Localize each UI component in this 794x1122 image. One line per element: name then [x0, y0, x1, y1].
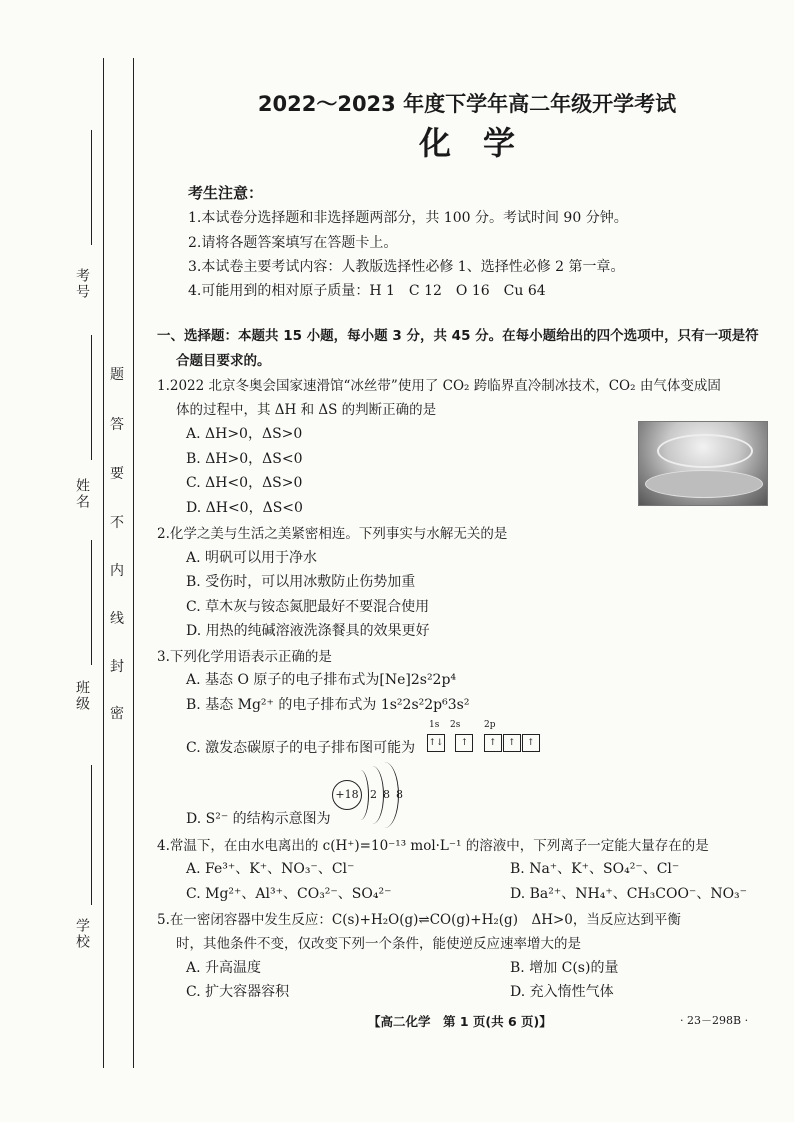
seal-char: 要 [110, 466, 124, 482]
xuexiao-blank-line [91, 765, 92, 905]
atom-nucleus: +18 [332, 780, 362, 810]
q5-option-b: B. 增加 C(s)的量 [510, 960, 619, 976]
q1-option-a: A. ΔH>0，ΔS>0 [186, 426, 303, 442]
exam-title: 2022～2023 年度下学年高二年级开学考试 [257, 92, 677, 116]
orbital-label-2p: 2p [484, 720, 496, 730]
orbital-box-1s: ↑↓ [427, 734, 445, 752]
seal-char: 线 [110, 611, 124, 627]
exam-code: · 23－298B · [680, 1014, 749, 1027]
q2-option-d: D. 用热的纯碱溶液洗涤餐具的效果更好 [186, 623, 430, 639]
q5-option-a: A. 升高温度 [186, 960, 262, 976]
photo-rink [645, 470, 763, 498]
notice-item: 4.可能用到的相对原子质量：H 1 C 12 O 16 Cu 64 [188, 283, 546, 299]
seal-char: 密 [110, 706, 124, 722]
q2-option-c: C. 草木灰与铵态氮肥最好不要混合使用 [186, 599, 430, 615]
orbital-label-1s: 1s [429, 720, 440, 730]
ice-ribbon-photo [638, 421, 768, 506]
orbital-label-2s: 2s [450, 720, 461, 730]
seal-char: 题 [110, 367, 124, 383]
subject-title: 化 学 [418, 124, 515, 162]
banji-label: 班级 [74, 680, 90, 712]
notice-item: 3.本试卷主要考试内容：人教版选择性必修 1、选择性必修 2 第一章。 [188, 259, 625, 275]
q3-option-c: C. 激发态碳原子的电子排布图可能为 [186, 740, 416, 756]
q4-stem: 4.常温下，在由水电离出的 c(H⁺)=10⁻¹³ mol·L⁻¹ 的溶液中，下列离子一定能大量存在的是 [157, 838, 709, 854]
xingming-label: 姓名 [74, 478, 90, 510]
q4-option-a: A. Fe³⁺、K⁺、NO₃⁻、Cl⁻ [186, 861, 355, 877]
notice-item: 1.本试卷分选择题和非选择题两部分，共 100 分。考试时间 90 分钟。 [188, 210, 628, 226]
q3-stem: 3.下列化学用语表示正确的是 [157, 649, 332, 665]
banji-blank-line [91, 540, 92, 665]
q2-option-a: A. 明矾可以用于净水 [186, 550, 318, 566]
q5-stem: 5.在一密闭容器中发生反应：C(s)+H₂O(g)⇌CO(g)+H₂(g) ΔH>0，当反应达到平衡 [157, 912, 681, 928]
orbital-box-2p: ↑ [522, 734, 540, 752]
notice-item: 2.请将各题答案填写在答题卡上。 [188, 235, 398, 251]
q1-option-b: B. ΔH>0，ΔS<0 [186, 451, 303, 467]
q3-option-d: D. S²⁻ 的结构示意图为 [186, 811, 331, 827]
q5-option-d: D. 充入惰性气体 [510, 984, 614, 1000]
q2-stem: 2.化学之美与生活之美紧密相连。下列事实与水解无关的是 [157, 526, 508, 542]
binding-line-inner [133, 58, 134, 1068]
q4-option-d: D. Ba²⁺、NH₄⁺、CH₃COO⁻、NO₃⁻ [510, 886, 748, 902]
binding-line-outer [103, 58, 104, 1068]
shell-count-1: 2 [370, 788, 377, 801]
q3-option-a: A. 基态 O 原子的电子排布式为[Ne]2s²2p⁴ [186, 672, 457, 688]
kaohao-label: 考号 [74, 268, 90, 300]
q1-option-c: C. ΔH<0，ΔS>0 [186, 475, 303, 491]
xingming-blank-line [91, 335, 92, 460]
seal-char: 内 [110, 563, 124, 579]
seal-char: 不 [110, 515, 124, 531]
photo-ring [657, 434, 753, 468]
q4-option-b: B. Na⁺、K⁺、SO₄²⁻、Cl⁻ [510, 861, 680, 877]
orbital-box-2p: ↑ [484, 734, 502, 752]
section-heading-cont: 合题目要求的。 [176, 353, 271, 369]
q1-stem-cont: 体的过程中，其 ΔH 和 ΔS 的判断正确的是 [176, 402, 437, 418]
notice-heading: 考生注意： [188, 184, 264, 202]
q5-stem-cont: 时，其他条件不变，仅改变下列一个条件，能使逆反应速率增大的是 [176, 936, 581, 952]
orbital-diagram [427, 734, 541, 752]
q4-option-c: C. Mg²⁺、Al³⁺、CO₃²⁻、SO₄²⁻ [186, 886, 392, 902]
seal-char: 答 [110, 417, 124, 433]
orbital-box-2s: ↑ [455, 734, 473, 752]
shell-count-3: 8 [396, 788, 403, 801]
page-footer: 【高二化学 第 1 页(共 6 页)】 [368, 1014, 552, 1029]
q2-option-b: B. 受伤时，可以用冰敷防止伤势加重 [186, 574, 416, 590]
q3-option-b: B. 基态 Mg²⁺ 的电子排布式为 1s²2s²2p⁶3s² [186, 697, 470, 713]
section-heading: 一、选择题：本题共 15 小题，每小题 3 分，共 45 分。在每小题给出的四个选项中，只有一项是符 [157, 328, 759, 344]
xuexiao-label: 学校 [74, 918, 90, 950]
q1-stem: 1.2022 北京冬奥会国家速滑馆“冰丝带”使用了 CO₂ 跨临界直冷制冰技术，CO₂ 由气体变成固 [157, 378, 721, 394]
shell-count-2: 8 [383, 788, 390, 801]
q5-option-c: C. 扩大容器容积 [186, 984, 290, 1000]
seal-char: 封 [110, 659, 124, 675]
q1-option-d: D. ΔH<0，ΔS<0 [186, 500, 303, 516]
orbital-box-2p: ↑ [503, 734, 521, 752]
